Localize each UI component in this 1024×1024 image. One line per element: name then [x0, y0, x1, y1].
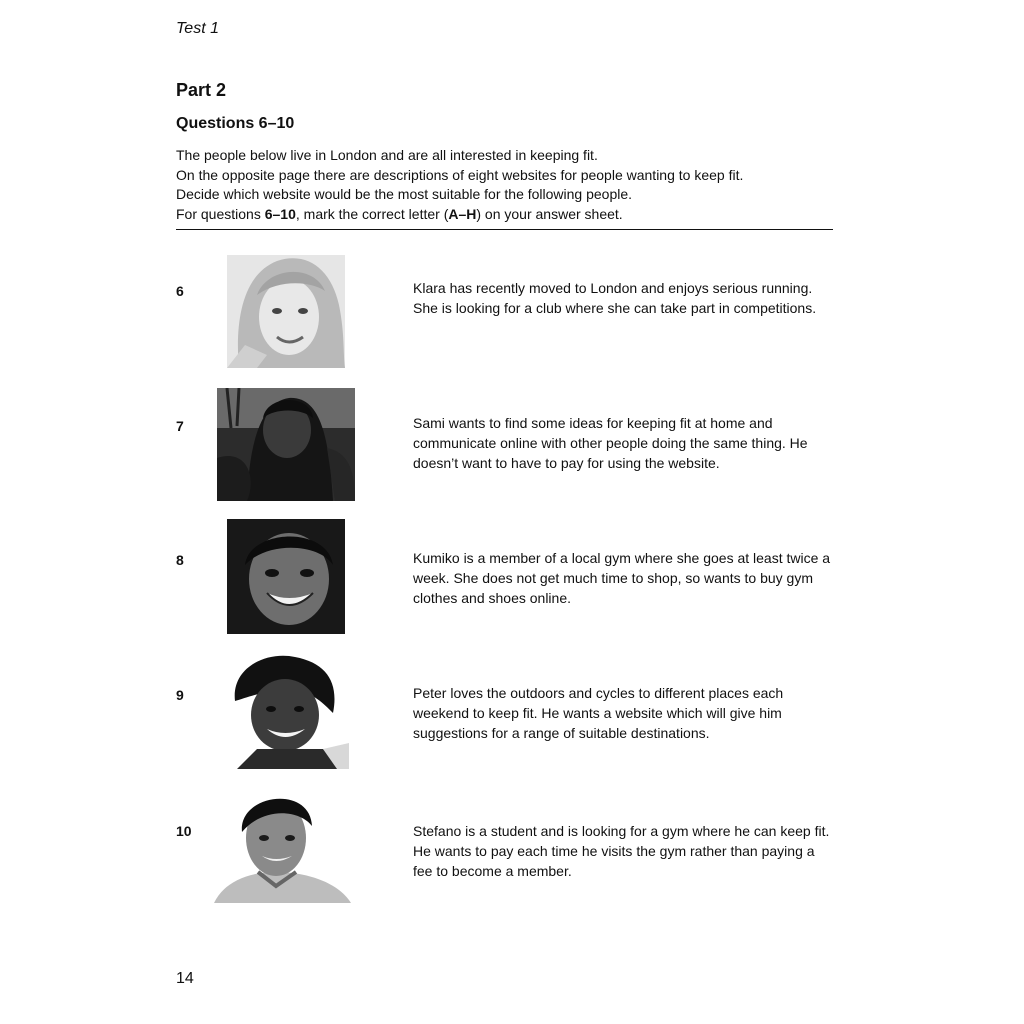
person-photo-klara [227, 255, 345, 368]
person-photo-kumiko [227, 519, 345, 634]
running-head: Test 1 [176, 20, 219, 37]
question-text: Peter loves the outdoors and cycles to different places each weekend to keep fit. He wants a website which will give him suggestions for a range of suitable destinations. [413, 685, 784, 741]
instructions [176, 146, 836, 224]
question-range-bold: 6–10 [264, 205, 296, 222]
letter-range-bold: A–H [448, 205, 477, 222]
instruction-text: For questions [176, 205, 265, 222]
question-number: 9 [176, 687, 184, 703]
divider-rule [176, 229, 833, 230]
question-number: 8 [176, 552, 184, 568]
question-item-6 [0, 255, 1024, 375]
question-item-10 [0, 786, 1024, 906]
instruction-text: ) on your answer sheet. [476, 205, 623, 222]
instruction-line: The people below live in London and are all interested in keeping fit. [176, 147, 598, 163]
questions-title: Questions 6–10 [176, 115, 295, 132]
instruction-text: , mark the correct letter ( [295, 205, 449, 222]
question-number: 6 [176, 283, 184, 299]
instruction-line: On the opposite page there are descriptions of eight websites for people wanting to keep fit. [176, 166, 744, 183]
question-number: 7 [176, 418, 184, 434]
person-photo-sami [217, 388, 355, 501]
person-photo-stefano [214, 786, 351, 903]
question-text: Klara has recently moved to London and enjoys serious running. She is looking for a club where she can take part in competitions. [413, 280, 817, 316]
question-text: Sami wants to find some ideas for keeping fit at home and communicate online with other people doing the same thing. He doesn’t want to have to pay for using the website. [413, 415, 808, 471]
part-title: Part 2 [176, 80, 227, 100]
question-text: Stefano is a student and is looking for a gym where he can keep fit. He wants to pay each time he visits the gym rather than paying a fee to become a member. [413, 823, 830, 879]
instruction-line: Decide which website would be the most suitable for the following people. [176, 186, 633, 202]
question-item-9 [0, 653, 1024, 773]
question-number: 10 [176, 823, 192, 839]
instruction-line [176, 205, 836, 225]
question-item-8 [0, 519, 1024, 639]
person-photo-peter [227, 653, 349, 769]
question-text: Kumiko is a member of a local gym where she goes at least twice a week. She does not get much time to shop, so wants to buy gym clothes and shoes online. [413, 550, 831, 606]
page-number: 14 [176, 970, 194, 987]
question-item-7 [0, 388, 1024, 508]
